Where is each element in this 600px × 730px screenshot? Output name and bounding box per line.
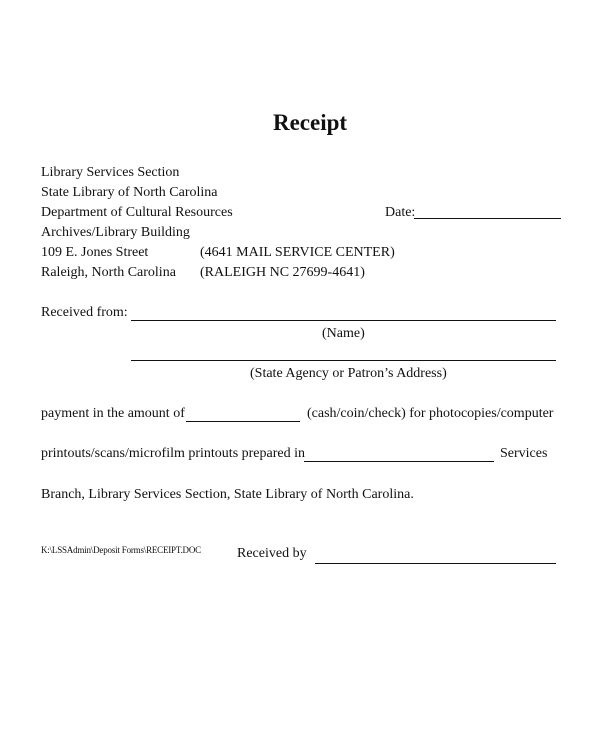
- receipt-title: Receipt: [272, 110, 348, 135]
- received-from-label: Received from:: [41, 305, 128, 320]
- received-by-label: Received by: [237, 546, 307, 561]
- name-line[interactable]: [131, 320, 556, 321]
- mail-address-line-1: (4641 MAIL SERVICE CENTER): [200, 245, 395, 260]
- address-line-6: Raleigh, North Carolina: [41, 265, 176, 280]
- payment-method-text: (cash/coin/check) for photocopies/computer: [307, 406, 554, 421]
- mail-address-line-2: (RALEIGH NC 27699-4641): [200, 265, 365, 280]
- prepared-in-line[interactable]: [304, 461, 494, 462]
- address-line-2: State Library of North Carolina: [41, 185, 218, 200]
- amount-line[interactable]: [186, 421, 300, 422]
- address-line-1: Library Services Section: [41, 165, 180, 180]
- address-caption: (State Agency or Patron’s Address): [250, 366, 447, 381]
- services-text: Services: [500, 446, 548, 461]
- printouts-text: printouts/scans/microfilm printouts prepared in: [41, 446, 306, 461]
- address-line[interactable]: [131, 360, 556, 361]
- address-line-3: Department of Cultural Resources: [41, 205, 233, 220]
- address-line-5: 109 E. Jones Street: [41, 245, 149, 260]
- file-path: K:\LSSAdmin\Deposit Forms\RECEIPT.DOC: [41, 545, 201, 555]
- address-line-4: Archives/Library Building: [41, 225, 190, 240]
- received-by-line[interactable]: [315, 563, 556, 564]
- date-label: Date:: [385, 205, 416, 220]
- payment-text: payment in the amount of: [41, 406, 185, 421]
- date-line[interactable]: [414, 218, 561, 219]
- branch-text: Branch, Library Services Section, State Library of North Carolina.: [41, 487, 414, 502]
- name-caption: (Name): [322, 326, 365, 341]
